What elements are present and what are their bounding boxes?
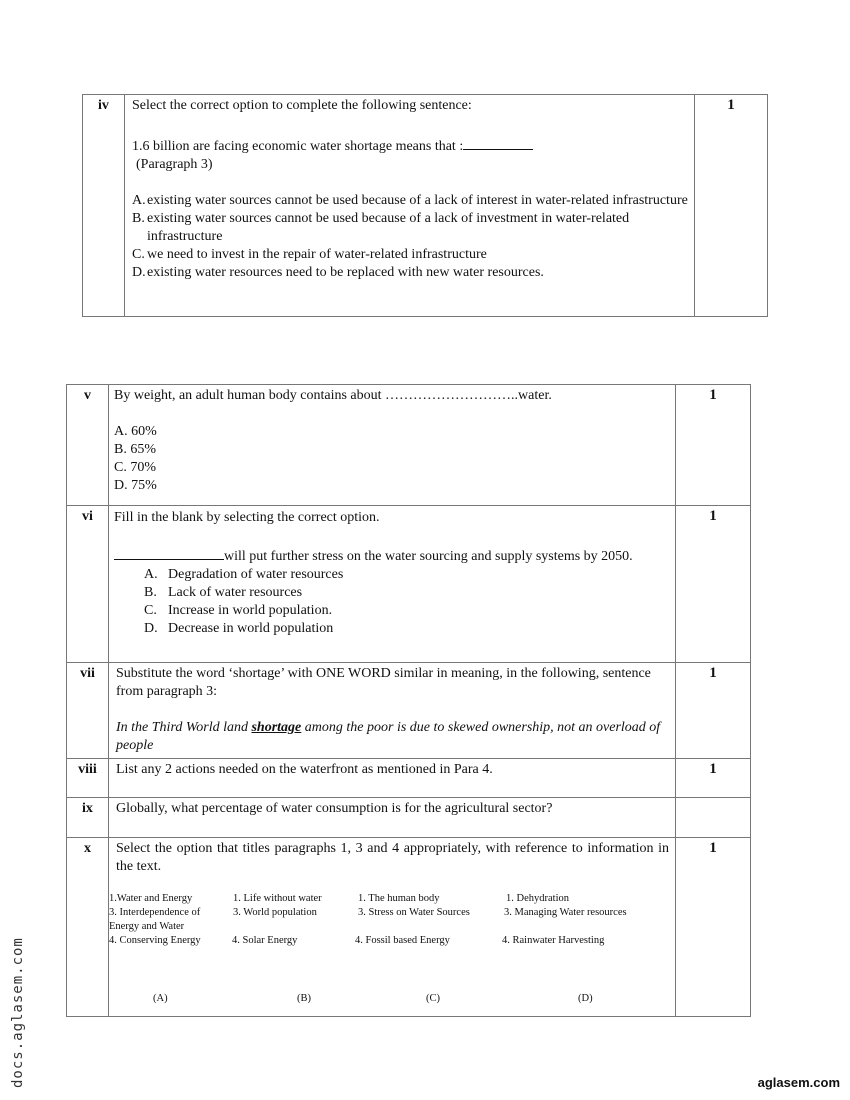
option-a-item-3: 4. Conserving Energy <box>109 935 201 946</box>
question-body <box>125 95 695 317</box>
question-number: x <box>67 838 109 1017</box>
paragraph-reference: (Paragraph 3) <box>136 157 213 172</box>
option-list <box>132 192 688 282</box>
option-c: C. we need to invest in the repair of water-related infrastructure <box>132 247 487 262</box>
option-list <box>114 423 669 495</box>
question-marks: 1 <box>676 385 751 506</box>
question-number: vii <box>67 663 109 759</box>
watermark: docs.aglasem.com <box>10 937 26 1088</box>
question-marks: 1 <box>676 838 751 1017</box>
option-b: B. Lack of water resources <box>144 585 303 600</box>
option-b-letter: (B) <box>297 993 311 1004</box>
option-c-letter: (C) <box>426 993 440 1004</box>
option-b: B. existing water sources cannot be used because of a lack of investment in water-related infrastructure <box>132 211 630 244</box>
highlighted-word: shortage <box>251 720 302 735</box>
option-d-item-2: 3. Managing Water resources <box>504 907 627 918</box>
option-d: D. Decrease in world population <box>144 621 334 636</box>
question-stem: will put further stress on the water sourcing and supply systems by 2050. <box>109 545 669 566</box>
question-number: ix <box>67 798 109 838</box>
question-number: iv <box>83 95 125 317</box>
brand-logo-text[interactable]: aglasem.com <box>757 1075 840 1090</box>
option-c: C. 70% <box>114 460 156 475</box>
question-marks: 1 <box>676 506 751 663</box>
option-c-item-2: 3. Stress on Water Sources <box>358 907 470 918</box>
question-instruction: Fill in the blank by selecting the correct option. <box>114 510 380 525</box>
option-a-letter: (A) <box>153 993 168 1004</box>
answer-blank <box>114 545 224 560</box>
question-marks: 1 <box>695 95 768 317</box>
option-a-item-2: 3. Interdependence of Energy and Water <box>109 907 201 932</box>
option-d-item-1: 1. Dehydration <box>506 893 569 904</box>
option-a-item-1: 1.Water and Energy <box>109 893 193 904</box>
option-list <box>114 566 669 638</box>
question-number: v <box>67 385 109 506</box>
question-number: vi <box>67 506 109 663</box>
options-grid <box>109 876 669 1016</box>
question-marks: 1 <box>676 759 751 798</box>
quoted-sentence: In the Third World land shortage among the poor is due to skewed ownership, not an overload of people <box>116 720 661 753</box>
option-d: D. existing water resources need to be replaced with new water resources. <box>132 265 544 280</box>
option-c-item-3: 4. Fossil based Energy <box>355 935 450 946</box>
question-body: List any 2 actions needed on the waterfront as mentioned in Para 4. <box>109 759 676 798</box>
option-a: A. Degradation of water resources <box>144 567 344 582</box>
option-c: C. Increase in world population. <box>144 603 333 618</box>
option-c-item-1: 1. The human body <box>358 893 440 904</box>
question-body <box>109 506 676 663</box>
question-marks <box>676 798 751 838</box>
option-b: B. 65% <box>114 442 156 457</box>
option-b-item-3: 4. Solar Energy <box>232 935 298 946</box>
option-d-item-3: 4. Rainwater Harvesting <box>502 935 605 946</box>
question-number: viii <box>67 759 109 798</box>
option-b-item-2: 3. World population <box>233 907 317 918</box>
question-stem: Select the option that titles paragraphs 1, 3 and 4 appropriately, with reference to information in the text. <box>116 841 669 874</box>
question-stem: 1.6 billion are facing economic water shortage means that : <box>132 135 688 156</box>
question-instruction: Substitute the word ‘shortage’ with ONE WORD similar in meaning, in the following, sentence from paragraph 3: <box>116 666 651 699</box>
question-marks: 1 <box>676 663 751 759</box>
question-body <box>109 385 676 506</box>
option-d-letter: (D) <box>578 993 593 1004</box>
option-b-item-1: 1. Life without water <box>233 893 322 904</box>
question-body <box>109 663 676 759</box>
question-body <box>109 838 676 1017</box>
question-instruction: Select the correct option to complete the following sentence: <box>132 98 472 113</box>
question-table-v-x <box>66 384 751 1017</box>
option-d: D. 75% <box>114 478 157 493</box>
question-body: Globally, what percentage of water consumption is for the agricultural sector? <box>109 798 676 838</box>
question-stem: By weight, an adult human body contains about ………………………..water. <box>114 388 552 403</box>
question-table-iv <box>82 94 768 317</box>
option-a: A. 60% <box>114 424 157 439</box>
answer-blank <box>463 135 533 150</box>
option-a: A. existing water sources cannot be used because of a lack of interest in water-related infrastructure <box>132 193 688 208</box>
